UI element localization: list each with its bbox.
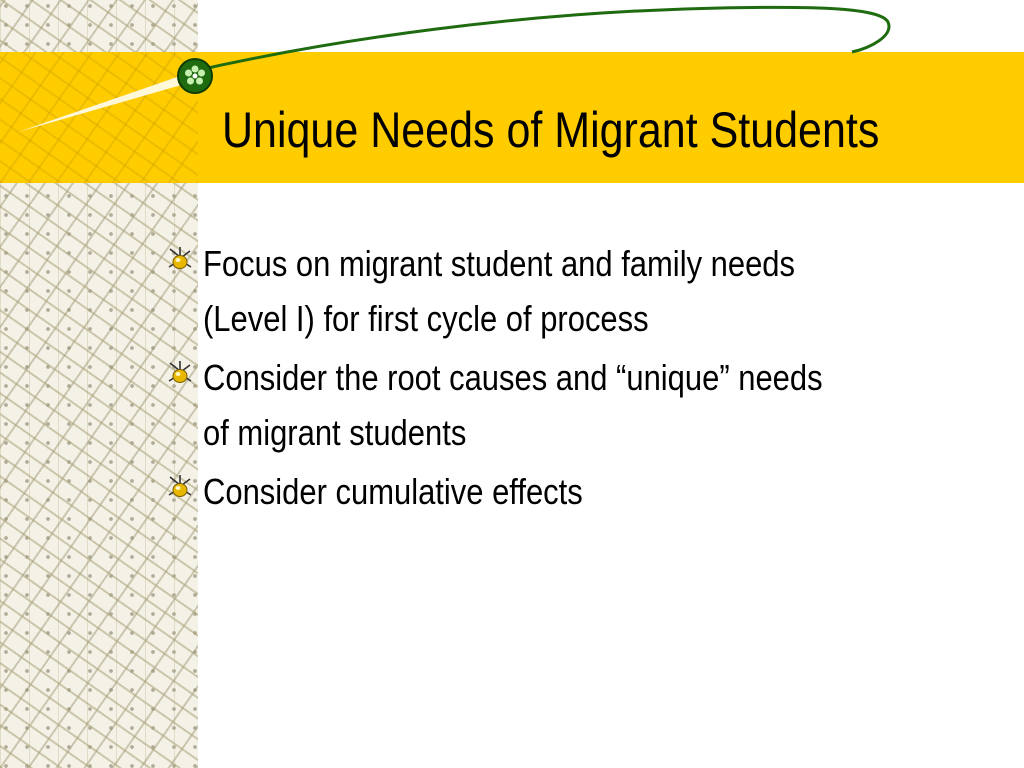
yellow-bug-icon <box>166 357 194 387</box>
bullet-line: (Level I) for first cycle of process <box>203 298 649 339</box>
light-beam <box>18 76 185 132</box>
bullet-list <box>166 236 986 523</box>
yellow-bug-icon <box>166 471 194 501</box>
green-flower-icon <box>178 59 212 93</box>
bullet-line: Consider cumulative effects <box>203 471 583 512</box>
bullet-line: of migrant students <box>203 412 467 453</box>
bullet-line: Focus on migrant student and family needs <box>203 243 796 284</box>
bullet-item <box>166 350 986 460</box>
bullet-item <box>166 236 986 346</box>
orbit-line <box>190 7 889 72</box>
bullet-line: Consider the root causes and “unique” needs <box>203 357 823 398</box>
bullet-item <box>166 464 986 519</box>
yellow-bug-icon <box>166 243 194 273</box>
slide-title: Unique Needs of Migrant Students <box>222 102 880 158</box>
